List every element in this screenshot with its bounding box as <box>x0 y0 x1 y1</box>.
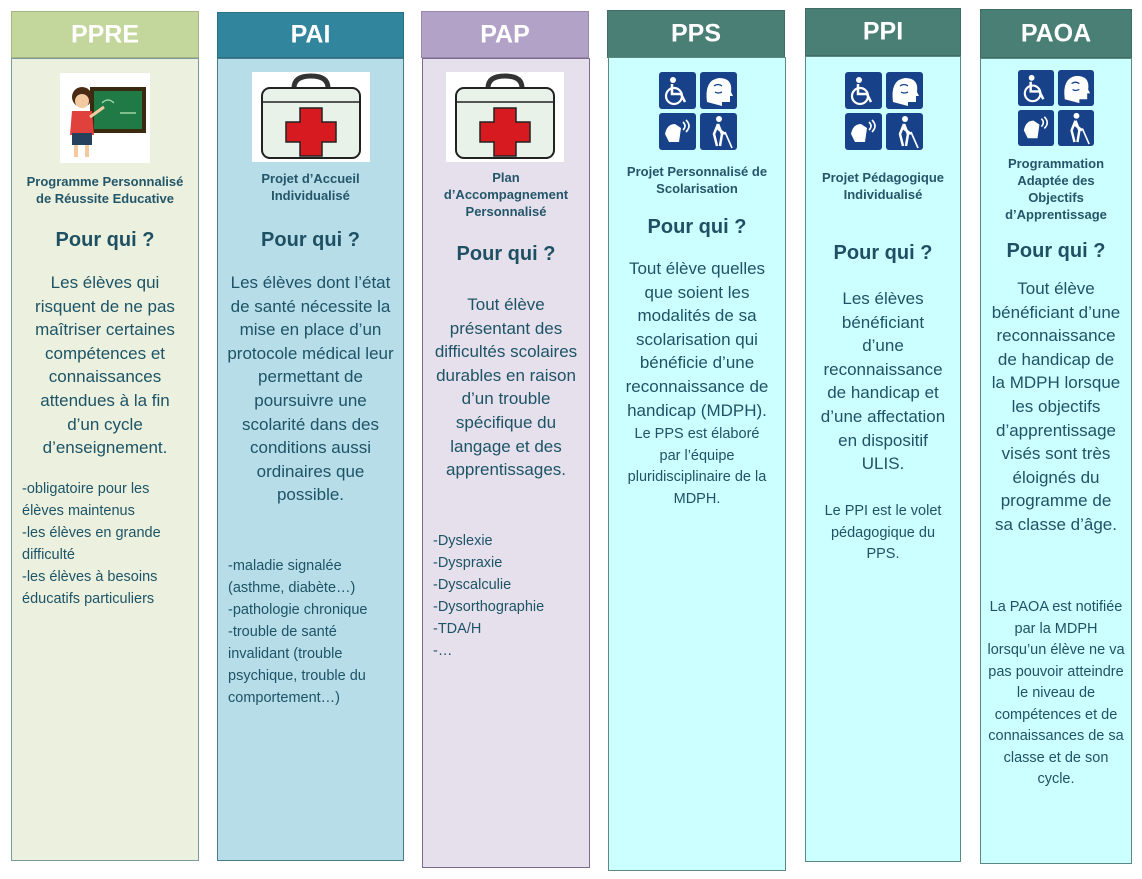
pai-header <box>217 12 404 58</box>
ppi-acronym: PPI <box>862 17 904 46</box>
pps-full-name: Projet Personnalisé de Scolarisation <box>626 164 768 196</box>
ppre-description: Les élèves qui risquent de ne pas maîtriser certaines compétences et connaissances attendues à la fin d’un cycle d’enseignement. <box>35 273 175 458</box>
list-item: -TDA/H <box>433 621 482 637</box>
paoa-column <box>980 58 1132 864</box>
pps-description: Tout élève quelles que soient les modalités de sa scolarisation qui bénéficie d’une reconnaissance de handicap (MDPH). <box>625 259 769 420</box>
list-item: -obligatoire pour les élèves maintenus <box>22 481 150 519</box>
handicap-icons <box>845 72 923 150</box>
ppre-list <box>22 478 192 610</box>
list-item: -Dyscalculie <box>433 577 512 593</box>
paoa-full-name: Programmation Adaptée des Objectifs d’Apprentissage <box>1005 156 1107 222</box>
pps-question: Pour qui ? <box>647 216 747 238</box>
pai-description: Les élèves dont l’état de santé nécessite la mise en place d’un protocole médical leur permettant de poursuivre une scolarité dans des conditions aussi ordinaires que possible. <box>227 273 394 505</box>
first-aid-kit-icon <box>252 72 370 162</box>
pap-question: Pour qui ? <box>456 243 556 265</box>
pps-note: Le PPS est élaboré par l’équipe pluridisciplinaire de la MDPH. <box>627 426 767 507</box>
pap-full-name: Plan d’Accompagnement Personnalisé <box>443 170 569 219</box>
ppre-question: Pour qui ? <box>55 229 155 251</box>
pap-header <box>421 11 589 58</box>
pps-column <box>608 57 786 871</box>
handicap-icons <box>1018 70 1094 146</box>
list-item: -les élèves à besoins éducatifs particuliers <box>22 569 158 607</box>
ppre-column <box>11 58 199 861</box>
list-item: -Dyslexie <box>433 533 493 549</box>
paoa-question: Pour qui ? <box>1006 240 1106 262</box>
pap-column <box>422 58 590 868</box>
ppre-full-name: Programme Personnalisé de Réussite Educative <box>26 174 184 206</box>
ppi-question: Pour qui ? <box>833 242 933 264</box>
paoa-description: Tout élève bénéficiant d’une reconnaissance de handicap de la MDPH lorsque les objectifs d’apprentissage visés sont très éloignés du programme de sa classe d’âge. <box>991 279 1121 534</box>
handicap-icons <box>659 72 737 150</box>
teacher-icon <box>60 73 150 163</box>
pap-list <box>433 530 583 662</box>
paoa-note: La PAOA est notifiée par la MDPH lorsqu’un élève ne va pas pouvoir atteindre le niveau de compétences et de connaissances de sa classe et de son cycle. <box>987 599 1125 787</box>
pai-list <box>228 555 397 709</box>
pap-acronym: PAP <box>480 20 530 48</box>
paoa-header <box>980 9 1132 58</box>
pps-header <box>607 10 785 58</box>
ppi-description: Les élèves bénéficiant d’une reconnaissance de handicap et d’une affectation en dispositif ULIS. <box>820 289 946 474</box>
paoa-acronym: PAOA <box>1020 19 1092 47</box>
ppi-column <box>805 56 961 862</box>
list-item: -les élèves en grande difficulté <box>22 525 161 563</box>
list-item: -Dyspraxie <box>433 555 503 571</box>
pai-column <box>217 58 404 861</box>
pai-acronym: PAI <box>290 20 331 49</box>
ppi-note: Le PPI est le volet pédagogique du PPS. <box>824 503 942 562</box>
list-item: -Dysorthographie <box>433 599 545 615</box>
pap-description: Tout élève présentant des difficultés scolaires durables en raison d’un trouble spécifique du langage et des apprentissages. <box>434 295 578 480</box>
pai-full-name: Projet d’Accueil Individualisé <box>261 171 360 203</box>
list-item: -… <box>433 643 453 659</box>
ppi-full-name: Projet Pédagogique Individualisé <box>821 170 945 202</box>
list-item: -maladie signalée (asthme, diabète…) <box>228 558 356 596</box>
list-item: -pathologie chronique <box>228 602 368 618</box>
list-item: -trouble de santé invalidant (trouble psychique, trouble du comportement…) <box>228 624 366 706</box>
pps-acronym: PPS <box>670 19 722 48</box>
ppre-header <box>11 11 199 58</box>
ppi-header <box>805 8 961 56</box>
pai-question: Pour qui ? <box>261 229 360 251</box>
first-aid-kit-icon <box>446 72 564 162</box>
ppre-acronym: PPRE <box>70 20 140 48</box>
